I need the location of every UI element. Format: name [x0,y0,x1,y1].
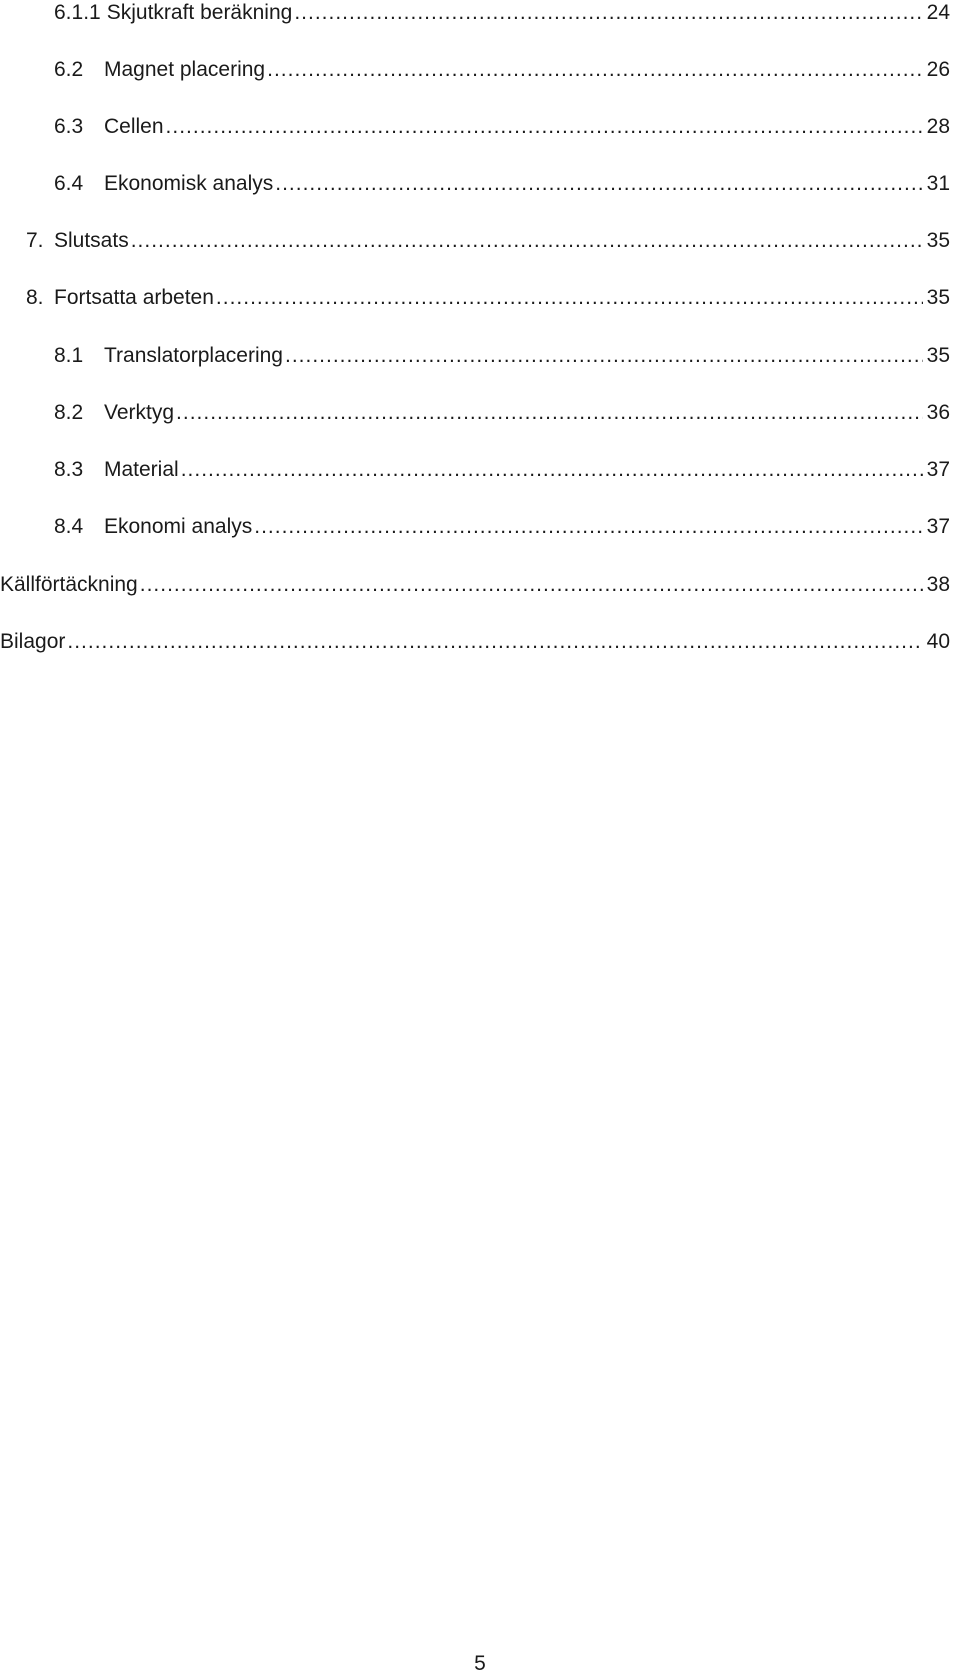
toc-entry-number: 6.3 [54,115,84,138]
toc-entry-kallforteckning[interactable] [0,570,950,600]
toc-entry-page: 36 [926,401,950,424]
toc-dot-leader [267,55,923,85]
toc-entry-6-3[interactable] [54,112,950,142]
toc-entry-number: 8. [26,286,44,309]
toc-dot-leader [216,283,923,313]
toc-entry-number: 8.1 [54,344,84,367]
toc-entry-title: Cellen [104,115,164,138]
toc-entry-page: 37 [926,458,950,481]
toc-entry-page: 31 [926,172,950,195]
toc-entry-title: Slutsats [54,229,129,252]
toc-entry-number: 7. [26,229,44,252]
toc-dot-leader [176,398,923,428]
toc-dot-leader [181,455,923,485]
toc-entry-page: 35 [926,286,950,309]
toc-entry-6-4[interactable] [54,169,950,199]
toc-entry-number: 6.1.1 [54,1,101,24]
toc-entry-number: 8.3 [54,458,84,481]
toc-entry-page: 37 [926,515,950,538]
toc-entry-title: Källförtäckning [0,573,138,596]
toc-entry-page: 38 [926,573,950,596]
toc-entry-6-1-1[interactable] [54,0,950,28]
toc-entry-6-2[interactable] [54,55,950,85]
toc-entry-page: 26 [926,58,950,81]
toc-entry-number: 6.4 [54,172,84,195]
toc-dot-leader [140,570,923,600]
toc-entry-title: Bilagor [0,630,66,653]
toc-entry-title: Magnet placering [104,58,266,81]
toc-dot-leader [294,0,922,28]
toc-entry-8-1[interactable] [54,341,950,371]
toc-entry-page: 35 [926,344,950,367]
toc-dot-leader [131,226,923,256]
toc-entry-title: Ekonomisk analys [104,172,274,195]
toc-entry-page: 28 [926,115,950,138]
toc-entry-title: Fortsatta arbeten [54,286,214,309]
toc-dot-leader [285,341,923,371]
toc-entry-title: Material [104,458,179,481]
toc-entry-title: Verktyg [104,401,175,424]
toc-entry-number: 8.2 [54,401,84,424]
toc-dot-leader [254,512,922,542]
toc-entry-8-3[interactable] [54,455,950,485]
page-number: 5 [474,1652,486,1675]
toc-entry-number: 6.2 [54,58,84,81]
toc-entry-7[interactable] [26,226,950,256]
toc-dot-leader [67,627,922,657]
toc-entry-title: Translatorplacering [104,344,283,367]
toc-entry-number: 8.4 [54,515,84,538]
toc-entry-title: Ekonomi analys [104,515,253,538]
toc-entry-page: 40 [926,630,950,653]
toc-entry-8-2[interactable] [54,398,950,428]
toc-entry-page: 35 [926,229,950,252]
toc-entry-bilagor[interactable] [0,627,950,657]
toc-entry-8[interactable] [26,283,950,313]
toc-entry-8-4[interactable] [54,512,950,542]
toc-entry-page: 24 [926,1,950,24]
toc-dot-leader [166,112,923,142]
toc-entry-title: Skjutkraft beräkning [106,1,293,24]
toc-dot-leader [275,169,922,199]
